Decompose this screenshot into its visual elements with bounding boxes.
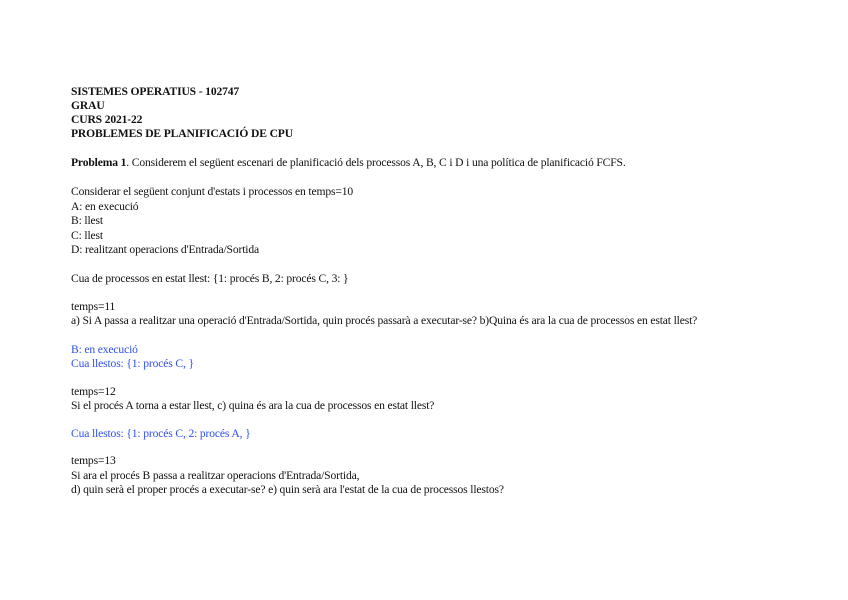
problem-text: . Considerem el següent escenari de planificació dels processos A, B, C i D i una política de planificació FCFS. — [126, 156, 626, 169]
year-heading: CURS 2021-22 — [71, 113, 143, 126]
state-a: A: en execució — [71, 200, 139, 213]
document-title: PROBLEMES DE PLANIFICACIÓ DE CPU — [71, 127, 293, 140]
course-heading: SISTEMES OPERATIUS - 102747 — [71, 85, 240, 98]
t11-time: temps=11 — [71, 300, 116, 313]
t11-question: a) Si A passa a realitzar una operació d'Entrada/Sortida, quin procés passarà a executar-se? b)Quina és ara la cua de processos en estat llest? — [71, 314, 698, 327]
problem-label: Problema 1 — [71, 156, 127, 169]
level-heading: GRAU — [71, 99, 105, 112]
initial-intro: Considerar el següent conjunt d'estats i processos en temps=10 — [71, 185, 354, 198]
state-b: B: llest — [71, 214, 103, 227]
state-c: C: llest — [71, 229, 103, 242]
t12-answer: Cua llestos: {1: procés C, 2: procés A, } — [71, 427, 251, 440]
t11-answer-queue: Cua llestos: {1: procés C, } — [71, 357, 194, 370]
initial-queue: Cua de processos en estat llest: {1: procés B, 2: procés C, 3: } — [71, 272, 349, 285]
problem-statement — [71, 156, 626, 170]
t13-question-line2: d) quin serà el proper procés a executar-se? e) quin serà ara l'estat de la cua de processos llestos? — [71, 483, 504, 496]
t11-answer-running: B: en execució — [71, 343, 138, 356]
t12-time: temps=12 — [71, 385, 116, 398]
state-d: D: realitzant operacions d'Entrada/Sortida — [71, 243, 259, 256]
t13-question-line1: Si ara el procés B passa a realitzar operacions d'Entrada/Sortida, — [71, 469, 360, 482]
t13-time: temps=13 — [71, 454, 116, 467]
t12-question: Si el procés A torna a estar llest, c) quina és ara la cua de processos en estat llest? — [71, 399, 435, 412]
